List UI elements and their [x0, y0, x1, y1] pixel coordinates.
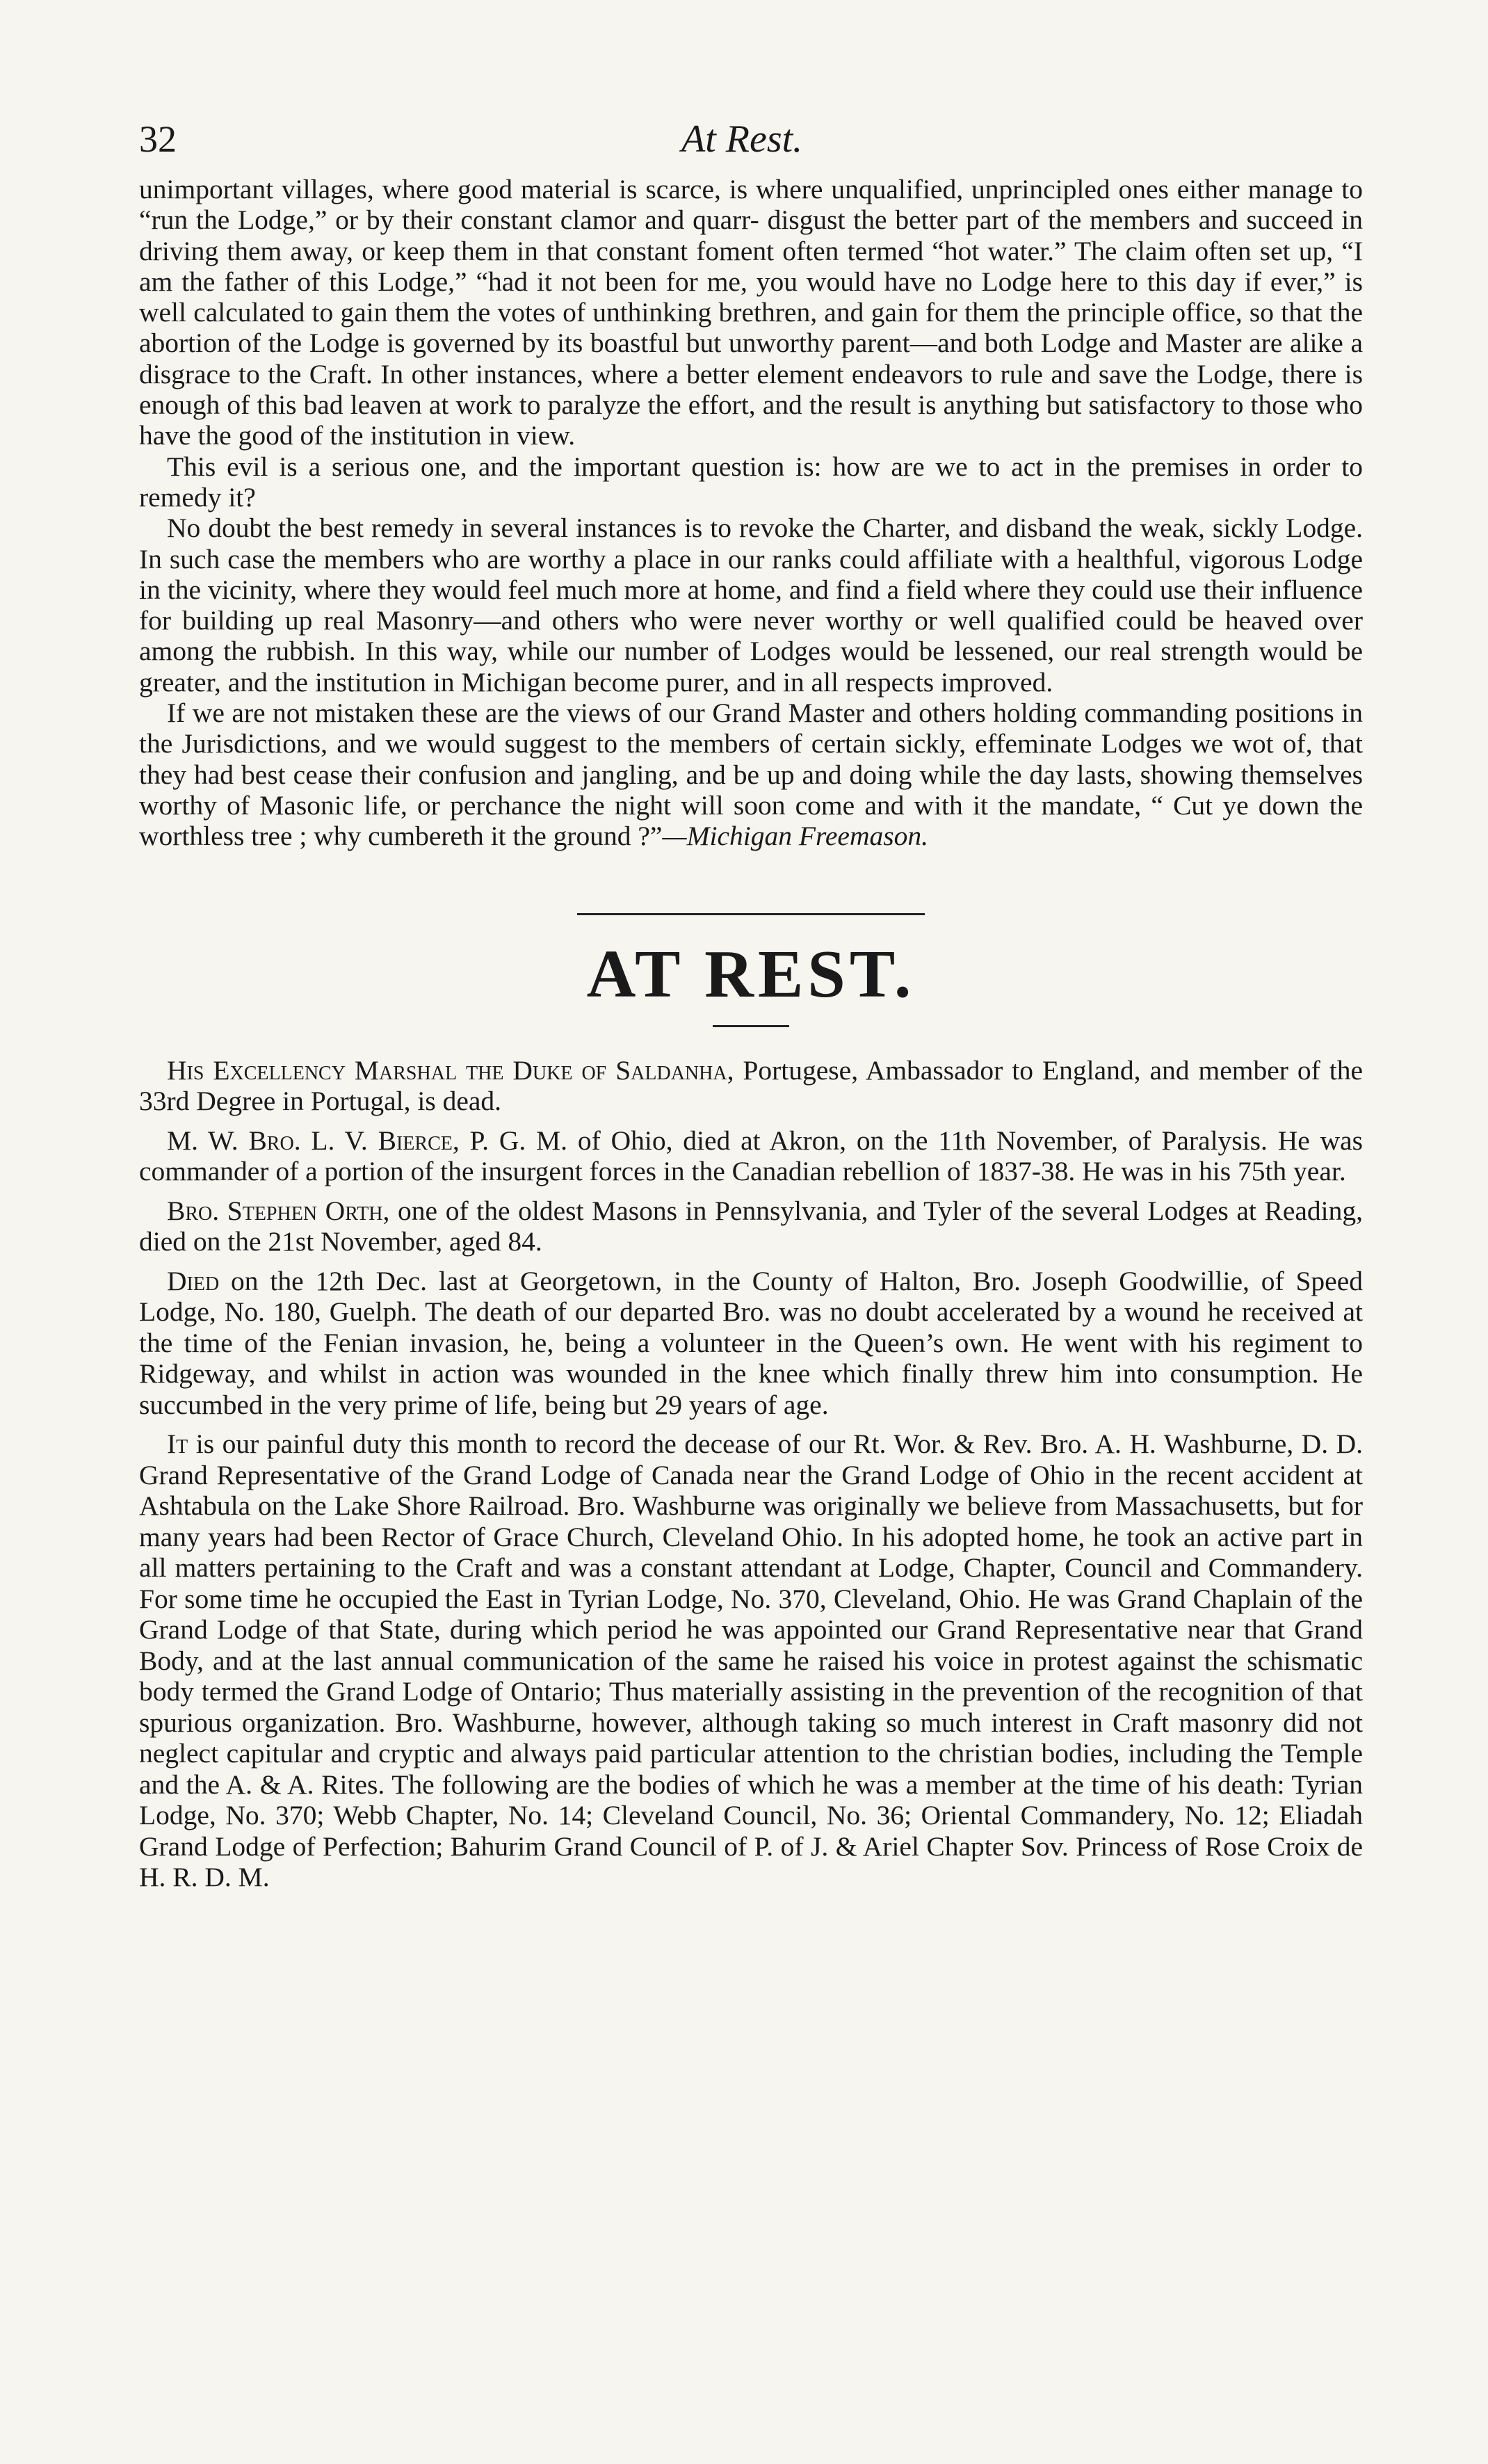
page-number: 32: [139, 118, 177, 160]
obituary-text: one of the oldest Masons in Pennsylvania, and Tyler of the several Lodges at Reading, died on the 21st November, aged 84.: [139, 1195, 1363, 1257]
obituary-text: P. G. M. of Ohio, died at Akron, on the 11th November, of Paralysis. He was commander of a portion of the insurgent forces in the Canadian rebellion of 1837-38. He was in his 75th year.: [139, 1125, 1364, 1187]
obituary-item: [139, 1125, 1363, 1187]
page: [139, 118, 1363, 1901]
article-source: —Michigan Freemason.: [662, 821, 928, 852]
article-paragraph-final: [139, 698, 1363, 851]
obituary-item: [139, 1055, 1363, 1117]
section-title: AT REST.: [586, 936, 916, 1012]
article-paragraph: No doubt the best remedy in several instances is to revoke the Charter, and disband the weak, sickly Lodge. In such case the members who are worthy a place in our ranks could affiliate with a healthful, vigorous Lodge in the vicinity, where they would feel much more at home, and find a field where they could use their influence for building up real Masonry—and others who were never worthy or well qualified could be heaved over among the rubbish. In this way, while our number of Lodges would be lessened, our real strength would be greater, and the institution in Michigan become purer, and in all respects improved.: [139, 513, 1363, 698]
article-paragraph: unimportant villages, where good material is scarce, is where unqualified, unprincipled ones either manage to “run the Lodge,” or by their constant clamor and quarr- disgust the better part of the members and succeed in driving them away, or keep them in that constant foment often termed “hot water.” The claim often set up, “I am the father of this Lodge,” “had it not been for me, you would have no Lodge here to this day if ever,” is well calculated to gain them the votes of unthinking brethren, and gain for them the principle office, so that the abortion of the Lodge is governed by its boastful but unworthy parent—and both Lodge and Master are alike a disgrace to the Craft. In other instances, where a better element endeavors to rule and save the Lodge, there is enough of this bad leaven at work to paralyze the effort, and the result is anything but satisfactory to those who have the good of the institution in view.: [139, 174, 1363, 451]
obituary-item: [139, 1266, 1363, 1421]
obituary-name: Died: [167, 1265, 220, 1296]
obituary-text: on the 12th Dec. last at Georgetown, in the County of Halton, Bro. Joseph Goodwillie, of Speed Lodge, No. 180, Guelph. The death of our departed Bro. was no doubt accelerated by a wound he received at the time of the Fenian invasion, he, being a volunteer in the Queen’s own. He went with his regiment to Ridgeway, and whilst in action was wounded in the knee which finally threw him into consumption. He succumbed in the very prime of life, being but 29 years of age.: [139, 1265, 1363, 1420]
running-title: At Rest.: [681, 118, 803, 161]
title-underline: [713, 1025, 789, 1027]
running-head: [139, 118, 1363, 174]
obituary-text: is our painful duty this month to record the decease of our Rt. Wor. & Rev. Bro. A. H. Washburne, D. D. Grand Representative of the Grand Lodge of Canada near the Grand Lodge of Ohio in the recent accident at Ashtabula on the Lake Shore Railroad. Bro. Washburne was originally we believe from Massachusetts, but for many years had been Rector of Grace Church, Cleveland Ohio. In his adopted home, he took an active part in all matters pertaining to the Craft and was a constant attendant at Lodge, Chapter, Council and Commandery. For some time he occupied the East in Tyrian Lodge, No. 370, Cleveland, Ohio. He was Grand Chaplain of the Grand Lodge of that State, during which period he was appointed our Grand Representative near that Grand Body, and at the last annual communication of the same he raised his voice in protest against the schismatic body termed the Grand Lodge of Ontario; Thus materially assisting in the prevention of the recognition of that spurious organization. Bro. Washburne, however, although taking so much interest in Craft masonry did not neglect capitular and cryptic and always paid particular attention to the christian bodies, including the Temple and the A. & A. Rites. The following are the bodies of which he was a member at the time of his death: Tyrian Lodge, No. 370; Webb Chapter, No. 14; Cleveland Council, No. 36; Oriental Commandery, No. 12; Eliadah Grand Lodge of Perfection; Bahurim Grand Council of P. of J. & Ariel Chapter Sov. Princess of Rose Croix de H. R. D. M.: [139, 1428, 1363, 1893]
obituary-name: It: [167, 1428, 188, 1460]
obituary-text: Portugese, Ambassador to England, and member of the 33rd Degree in Portugal, is dead.: [139, 1054, 1363, 1117]
obituary-item: [139, 1428, 1363, 1893]
obituary-item: [139, 1195, 1363, 1257]
article-paragraph-text: If we are not mistaken these are the views of our Grand Master and others holding commanding positions in the Jurisdictions, and we would suggest to the members of certain sickly, effeminate Lodges we wot of, that they had best cease their confusion and jangling, and be up and doing while the day lasts, showing themselves worthy of Masonic life, or perchance the night will soon come and with it the mandate, “ Cut ye down the worthless tree ; why cumbereth it the ground ?”: [139, 698, 1363, 852]
obituary-name: His Excellency Marshal the Duke of Saldanha,: [167, 1054, 734, 1086]
obituary-name: Bro. Stephen Orth,: [167, 1195, 390, 1226]
obituary-list: [139, 1055, 1363, 1893]
article-paragraph: This evil is a serious one, and the important question is: how are we to act in the premises in order to remedy it?: [139, 451, 1363, 513]
section-divider: [577, 913, 925, 915]
obituary-name: M. W. Bro. L. V. Bierce,: [167, 1125, 460, 1156]
article-continuation: [139, 174, 1363, 852]
